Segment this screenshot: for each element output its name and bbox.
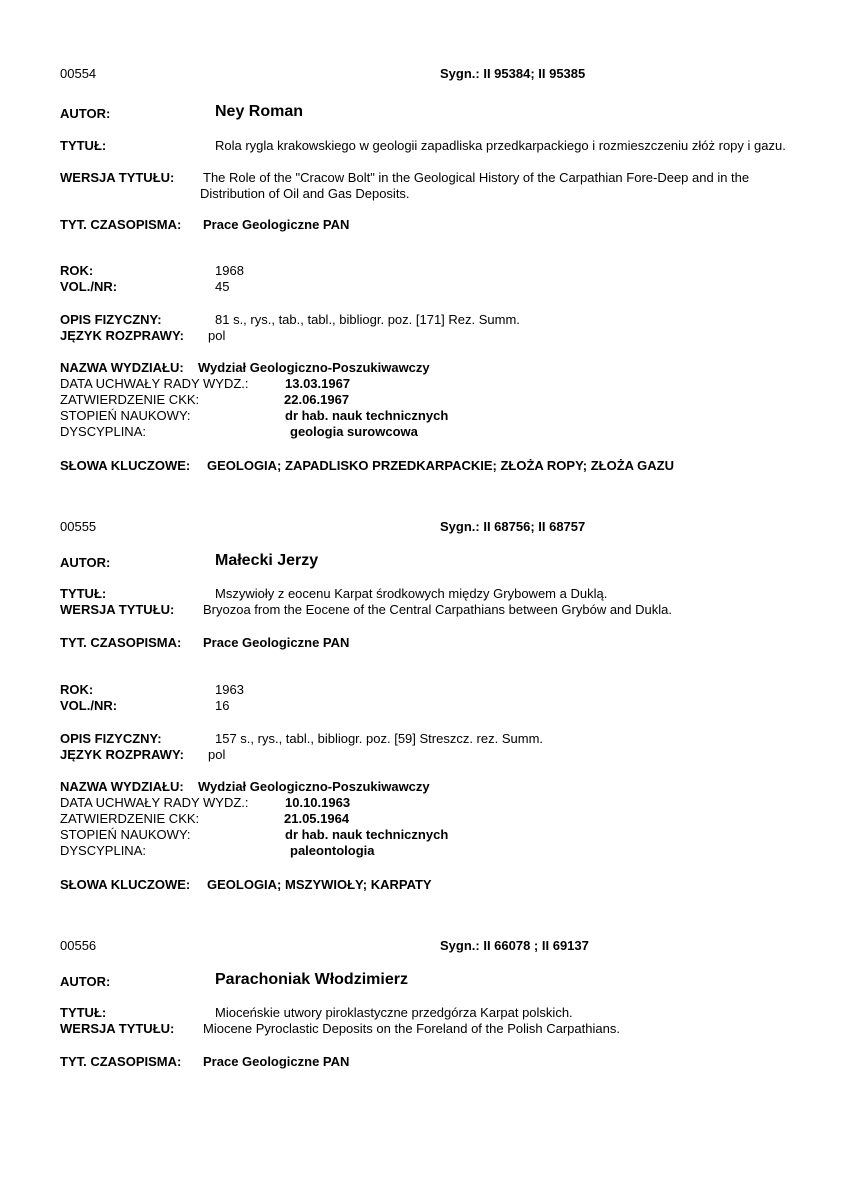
author-label: AUTOR: xyxy=(60,974,111,989)
year-label: ROK: xyxy=(60,263,94,278)
faculty-value: Wydział Geologiczno-Poszukiwawczy xyxy=(198,360,430,375)
vol-value: 45 xyxy=(215,279,230,294)
language-value: pol xyxy=(208,328,226,343)
faculty-label: NAZWA WYDZIAŁU: xyxy=(60,360,184,375)
degree-value: dr hab. nauk technicznych xyxy=(285,408,449,423)
degree-label: STOPIEŃ NAUKOWY: xyxy=(60,408,191,423)
physical-value: 157 s., rys., tabl., bibliogr. poz. [59] Streszcz. rez. Summ. xyxy=(215,731,544,746)
discipline-label: DYSCYPLINA: xyxy=(60,424,146,439)
faculty-label: NAZWA WYDZIAŁU: xyxy=(60,779,184,794)
journal-name: Prace Geologiczne PAN xyxy=(203,1054,350,1069)
language-label: JĘZYK ROZPRAWY: xyxy=(60,747,184,762)
journal-name: Prace Geologiczne PAN xyxy=(203,635,350,650)
title-version-label: WERSJA TYTUŁU: xyxy=(60,170,175,185)
journal-label: TYT. CZASOPISMA: xyxy=(60,217,182,232)
keywords-value: GEOLOGIA; MSZYWIOŁY; KARPATY xyxy=(207,877,432,892)
title-text: Mioceńskie utwory piroklastyczne przedgórza Karpat polskich. xyxy=(215,1005,573,1020)
resolution-date-label: DATA UCHWAŁY RADY WYDZ.: xyxy=(60,376,249,391)
keywords-value: GEOLOGIA; ZAPADLISKO PRZEDKARPACKIE; ZŁOŻA ROPY; ZŁOŻA GAZU xyxy=(207,458,675,473)
year-value: 1968 xyxy=(215,263,244,278)
author-name: Małecki Jerzy xyxy=(215,552,319,569)
year-value: 1963 xyxy=(215,682,244,697)
approval-value: 22.06.1967 xyxy=(284,392,350,407)
approval-value: 21.05.1964 xyxy=(284,811,350,826)
signature: Sygn.: II 66078 ; II 69137 xyxy=(440,938,589,953)
vol-value: 16 xyxy=(215,698,230,713)
title-label: TYTUŁ: xyxy=(60,586,107,601)
resolution-date-value: 13.03.1967 xyxy=(285,376,351,391)
discipline-value: geologia surowcowa xyxy=(290,424,418,439)
author-label: AUTOR: xyxy=(60,555,111,570)
title-text: Mszywioły z eocenu Karpat środkowych między Grybowem a Duklą. xyxy=(215,586,608,601)
vol-label: VOL./NR: xyxy=(60,698,118,713)
faculty-value: Wydział Geologiczno-Poszukiwawczy xyxy=(198,779,430,794)
record-id: 00554 xyxy=(60,66,97,81)
language-value: pol xyxy=(208,747,226,762)
degree-label: STOPIEŃ NAUKOWY: xyxy=(60,827,191,842)
approval-label: ZATWIERDZENIE CKK: xyxy=(60,392,200,407)
degree-value: dr hab. nauk technicznych xyxy=(285,827,449,842)
discipline-value: paleontologia xyxy=(290,843,375,858)
journal-label: TYT. CZASOPISMA: xyxy=(60,635,182,650)
title-version-text: Bryozoa from the Eocene of the Central Carpathians between Grybów and Dukla. xyxy=(203,602,672,617)
signature: Sygn.: II 68756; II 68757 xyxy=(440,519,586,534)
language-label: JĘZYK ROZPRAWY: xyxy=(60,328,184,343)
title-version-label: WERSJA TYTUŁU: xyxy=(60,602,175,617)
year-label: ROK: xyxy=(60,682,94,697)
physical-label: OPIS FIZYCZNY: xyxy=(60,312,162,327)
title-label: TYTUŁ: xyxy=(60,138,107,153)
title-label: TYTUŁ: xyxy=(60,1005,107,1020)
title-version-text: Miocene Pyroclastic Deposits on the Foreland of the Polish Carpathians. xyxy=(203,1021,620,1036)
author-name: Parachoniak Włodzimierz xyxy=(215,971,408,988)
title-text: Rola rygla krakowskiego w geologii zapadliska przedkarpackiego i rozmieszczeniu złóż ropy i gazu. xyxy=(215,138,786,153)
record-id: 00555 xyxy=(60,519,97,534)
author-name: Ney Roman xyxy=(215,103,304,120)
journal-label: TYT. CZASOPISMA: xyxy=(60,1054,182,1069)
approval-label: ZATWIERDZENIE CKK: xyxy=(60,811,200,826)
physical-value: 81 s., rys., tab., tabl., bibliogr. poz. [171] Rez. Summ. xyxy=(215,312,520,327)
author-label: AUTOR: xyxy=(60,106,111,121)
signature: Sygn.: II 95384; II 95385 xyxy=(440,66,586,81)
title-version-label: WERSJA TYTUŁU: xyxy=(60,1021,175,1036)
journal-name: Prace Geologiczne PAN xyxy=(203,217,350,232)
title-version-text: The Role of the "Cracow Bolt" in the Geological History of the Carpathian Fore-Deep and in the Distribution of Oil and Gas Deposits. xyxy=(200,170,750,201)
vol-label: VOL./NR: xyxy=(60,279,118,294)
keywords-label: SŁOWA KLUCZOWE: xyxy=(60,458,191,473)
record-id: 00556 xyxy=(60,938,97,953)
physical-label: OPIS FIZYCZNY: xyxy=(60,731,162,746)
resolution-date-value: 10.10.1963 xyxy=(285,795,351,810)
keywords-label: SŁOWA KLUCZOWE: xyxy=(60,877,191,892)
discipline-label: DYSCYPLINA: xyxy=(60,843,146,858)
resolution-date-label: DATA UCHWAŁY RADY WYDZ.: xyxy=(60,795,249,810)
